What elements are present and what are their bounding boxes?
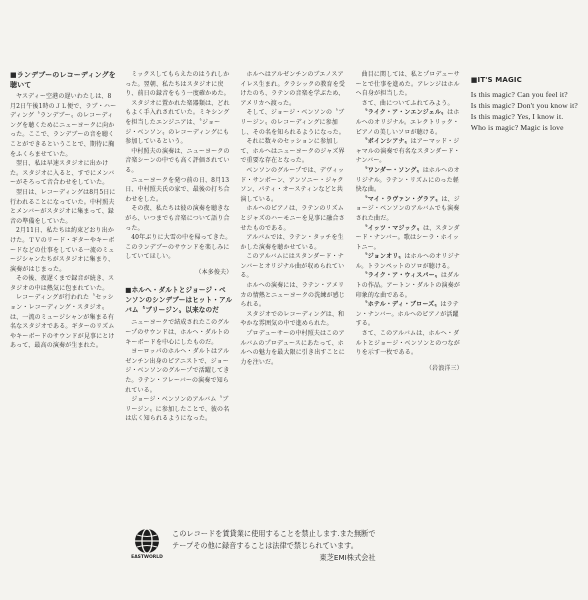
- track-description: は、ジョージ・ベンソンのアルバムでも演奏された曲だ。: [355, 195, 460, 222]
- author-credit: （岩浪洋三）: [425, 364, 463, 372]
- paragraph: その夜、私たちは彼の演奏を聴きながら、いつまでも音楽について語り合った。: [125, 205, 230, 232]
- track-description: はホルヘのオリジナル。エレクトリック・ピアノの美しいソロが聴ける。: [355, 109, 460, 136]
- track-description: はダルトの作品。アートン・ダルトの演奏が印象的な曲である。: [355, 272, 460, 299]
- track-description: はホルヘのオリジナル。トランペットのソロが聴ける。: [355, 253, 460, 270]
- track-note: [356, 137, 463, 166]
- paragraph: プロデューサーの中村照夫はこのアルバムのプロデュースにあたって、ホルヘの魅力を最大限に引き出すことに力を注いだ。: [240, 330, 345, 366]
- lyric-line: Is this magic? Can you feel it?: [470, 89, 568, 99]
- track-title: 〝イッツ・マジック〟: [361, 224, 423, 232]
- paragraph: 2月11日、私たちは約束どおり出かけた。ＴＶのリード・ギターやキーボードなどの仕事をしている一流のミュージシャンたちがスタジオに集まり、演奏がはじまった。: [10, 227, 115, 273]
- lyric-heading: ■IT'S MAGIC: [470, 76, 522, 84]
- paragraph: さて、曲についてふれてみよう。: [361, 99, 454, 107]
- paragraph: ニューヨークで結成されたこのグループのサウンドは、ホルヘ・ダルトのキーボードを中心にしたものだ。: [125, 319, 230, 346]
- paragraph: レコーディングが行われた〝セッション・レコーディング・スタジオ〟は、一流のミュージシャンが集まる有名なスタジオである。ギターのリズムやキーボードのサウンドが見事にとけあって、最高の演奏が生まれた。: [10, 294, 115, 350]
- track-note: [356, 271, 463, 300]
- paragraph: 曲目に関しては、私とプロデューサーとで仕事を進めた。アレンジはホルヘ自身が担当した。: [355, 71, 460, 98]
- track-description: はラテン・ナンバー。ホルヘのピアノが活躍する。: [355, 301, 459, 328]
- track-note: [356, 166, 463, 195]
- paragraph: 翌日は、レコーディングは8月5日に行われることになっていた。中村照夫とメンバーがスタジオに集まって、録音の準備をしていた。: [10, 188, 116, 225]
- paragraph: ニューヨークを発つ前の日、8月13日、中村照夫氏の家で、最後の打ち合わせをした。: [125, 176, 230, 203]
- section-heading-dalto-benson: ■ホルヘ・ダルトとジョージ・ベンソンのシンデブーはヒット・アルバム〝ブリージン〟以来なのだ: [125, 286, 233, 315]
- paragraph: その後、夜遅くまで録音が続き、スタジオの中は熱気に包まれていた。: [10, 275, 115, 292]
- track-title: 〝ジョンオリ〟: [361, 253, 405, 261]
- eastworld-logo: [130, 528, 164, 560]
- track-note: [356, 195, 463, 224]
- column-2: [125, 70, 232, 510]
- lyric-line: Who is magic? Magic is love: [470, 122, 564, 132]
- paragraph: ホルヘのピアノは、ラテンのリズムとジャズのハーモニーを見事に融合させたものである。: [240, 205, 345, 232]
- track-note: [356, 108, 463, 137]
- notice-line: このレコードを賃貸業に使用することを禁止します.また無断で: [172, 529, 376, 538]
- paragraph: ヤスディー空港の遅いわたしは、8月2日午後1時のＪＬ便で、ラブ・ハーディング〝ランデブー〟のレコーディングを聴くためにニューヨークに向かった。ここで、ランデブーの音を聴くことができるということで、期待に胸をふくらませていた。: [10, 93, 117, 158]
- column-5: [471, 70, 578, 510]
- paragraph: それに数々のセッションに参加して、ホルヘはニューヨークのジャズ界で重要な存在となった。: [240, 138, 345, 165]
- company-name: 東芝EMI株式会社: [319, 553, 376, 562]
- globe-icon: [134, 528, 160, 554]
- paragraph: そして、ジョージ・ベンソンの〝ブリージン〟のレコーディングに参加し、その名を知られるようになった。: [240, 109, 345, 136]
- lyric-line: Is this magic? Don't you know it?: [470, 100, 578, 110]
- author-credit: （本多俊夫）: [195, 268, 233, 276]
- track-title: 〝ライク・ア・ウィスパー〟: [361, 272, 441, 280]
- paragraph: ホルヘはアルゼンチンのブエノスアイレス生まれ。クラシックの教育を受けたのち、ラテンの音楽を学ぶため、アメリカへ渡った。: [240, 71, 346, 107]
- paragraph: 翌日、私は早速スタジオに出かけた。スタジオに入ると、すでにメンバーがそろって音合わせをしていた。: [10, 160, 115, 187]
- paragraph: ベンソンのグループでは、デヴィッド・サンボーン、アンソニー・ジャクソン、パティ・オースティンなどと共演している。: [240, 166, 345, 203]
- text-columns: [10, 70, 578, 510]
- paragraph: ホルヘの演奏には、ラテン・アメリカの情熱とニューヨークの洗練が感じられる。: [240, 282, 345, 309]
- logo-label: EASTWORLD: [131, 555, 163, 560]
- paragraph: さて、このアルバムは、ホルヘ・ダルトとジョージ・ベンソンとのつながりを示す一枚である。: [355, 330, 460, 357]
- track-title: 〝マイ・ラヴァン・グラア〟: [361, 195, 442, 203]
- paragraph: アルバムでは、ラテン・タッチを生かした演奏を聴かせている。: [240, 234, 344, 251]
- track-description: はアーマッド・ジャマルの演奏で有名なスタンダード・ナンバー。: [355, 138, 460, 165]
- copyright-footer: [130, 528, 460, 582]
- paragraph: ジョージ・ベンソンのアルバム〝ブリージン〟に参加したことで、彼の名は広く知られるようになった。: [125, 396, 230, 423]
- paragraph: スタジオでのレコーディングは、和やかな雰囲気の中で進められた。: [240, 310, 345, 328]
- track-note: [356, 224, 463, 253]
- track-title: 〝ライク・ア・ンエンジェル〟: [361, 109, 448, 117]
- track-note: [356, 252, 463, 271]
- lyric-line: Is this magic? Yes, I know it.: [470, 111, 564, 121]
- copyright-notice: [172, 528, 376, 564]
- track-note: [356, 300, 463, 329]
- track-description: はホルヘのオリジナル。ラテン・リズムにのった軽快な曲。: [355, 166, 460, 194]
- paragraph: ヨーロッパのホルヘ・ダルトはアルゼンチン出身のピアニストで、ジョージ・ベンソンのグループで活躍してきた。ラテン・フレーバーの演奏で知られている。: [125, 348, 230, 394]
- column-4: [356, 70, 463, 510]
- section-heading-rendezvous: ■ランデブーのレコーディングを聴いて: [10, 71, 116, 89]
- track-description: は、スタンダード・ナンバー。歌はシーラ・ホイットニー。: [355, 224, 460, 251]
- paragraph: スタジオに置かれた楽器類は、どれもよく手入れされていた。ミキシングを担当したエンジニアは、〝ジョージ・ベンソン〟のレコーディングにも参加しているという。: [125, 99, 230, 146]
- column-1: [10, 70, 117, 510]
- paragraph: 中村照夫の演奏は、ニューヨークの音楽シーンの中でも高く評価されている。: [125, 147, 230, 174]
- track-title: 〝ワンダー・ソング〟: [361, 166, 423, 174]
- paragraph: このアルバムにはスタンダード・ナンバーとオリジナル曲が収められている。: [240, 253, 345, 280]
- track-title: 〝ホテル・ディ・ブローズ〟: [361, 301, 441, 309]
- notice-line: テープその他に録音することは法律で禁じられています。: [172, 541, 358, 550]
- column-3: [240, 70, 347, 510]
- paragraph: 40年ぶりに大雪の中を帰ってきた。このランデブーのサウンドを楽しみにしていてほしい。: [125, 234, 232, 261]
- paragraph: ミックスしてもらえたのはうれしかった。翌朝、私たちはスタジオに戻り、前日の録音をもう一度確かめた。: [125, 71, 230, 98]
- track-title: 〝ボインシアナ〟: [361, 138, 411, 146]
